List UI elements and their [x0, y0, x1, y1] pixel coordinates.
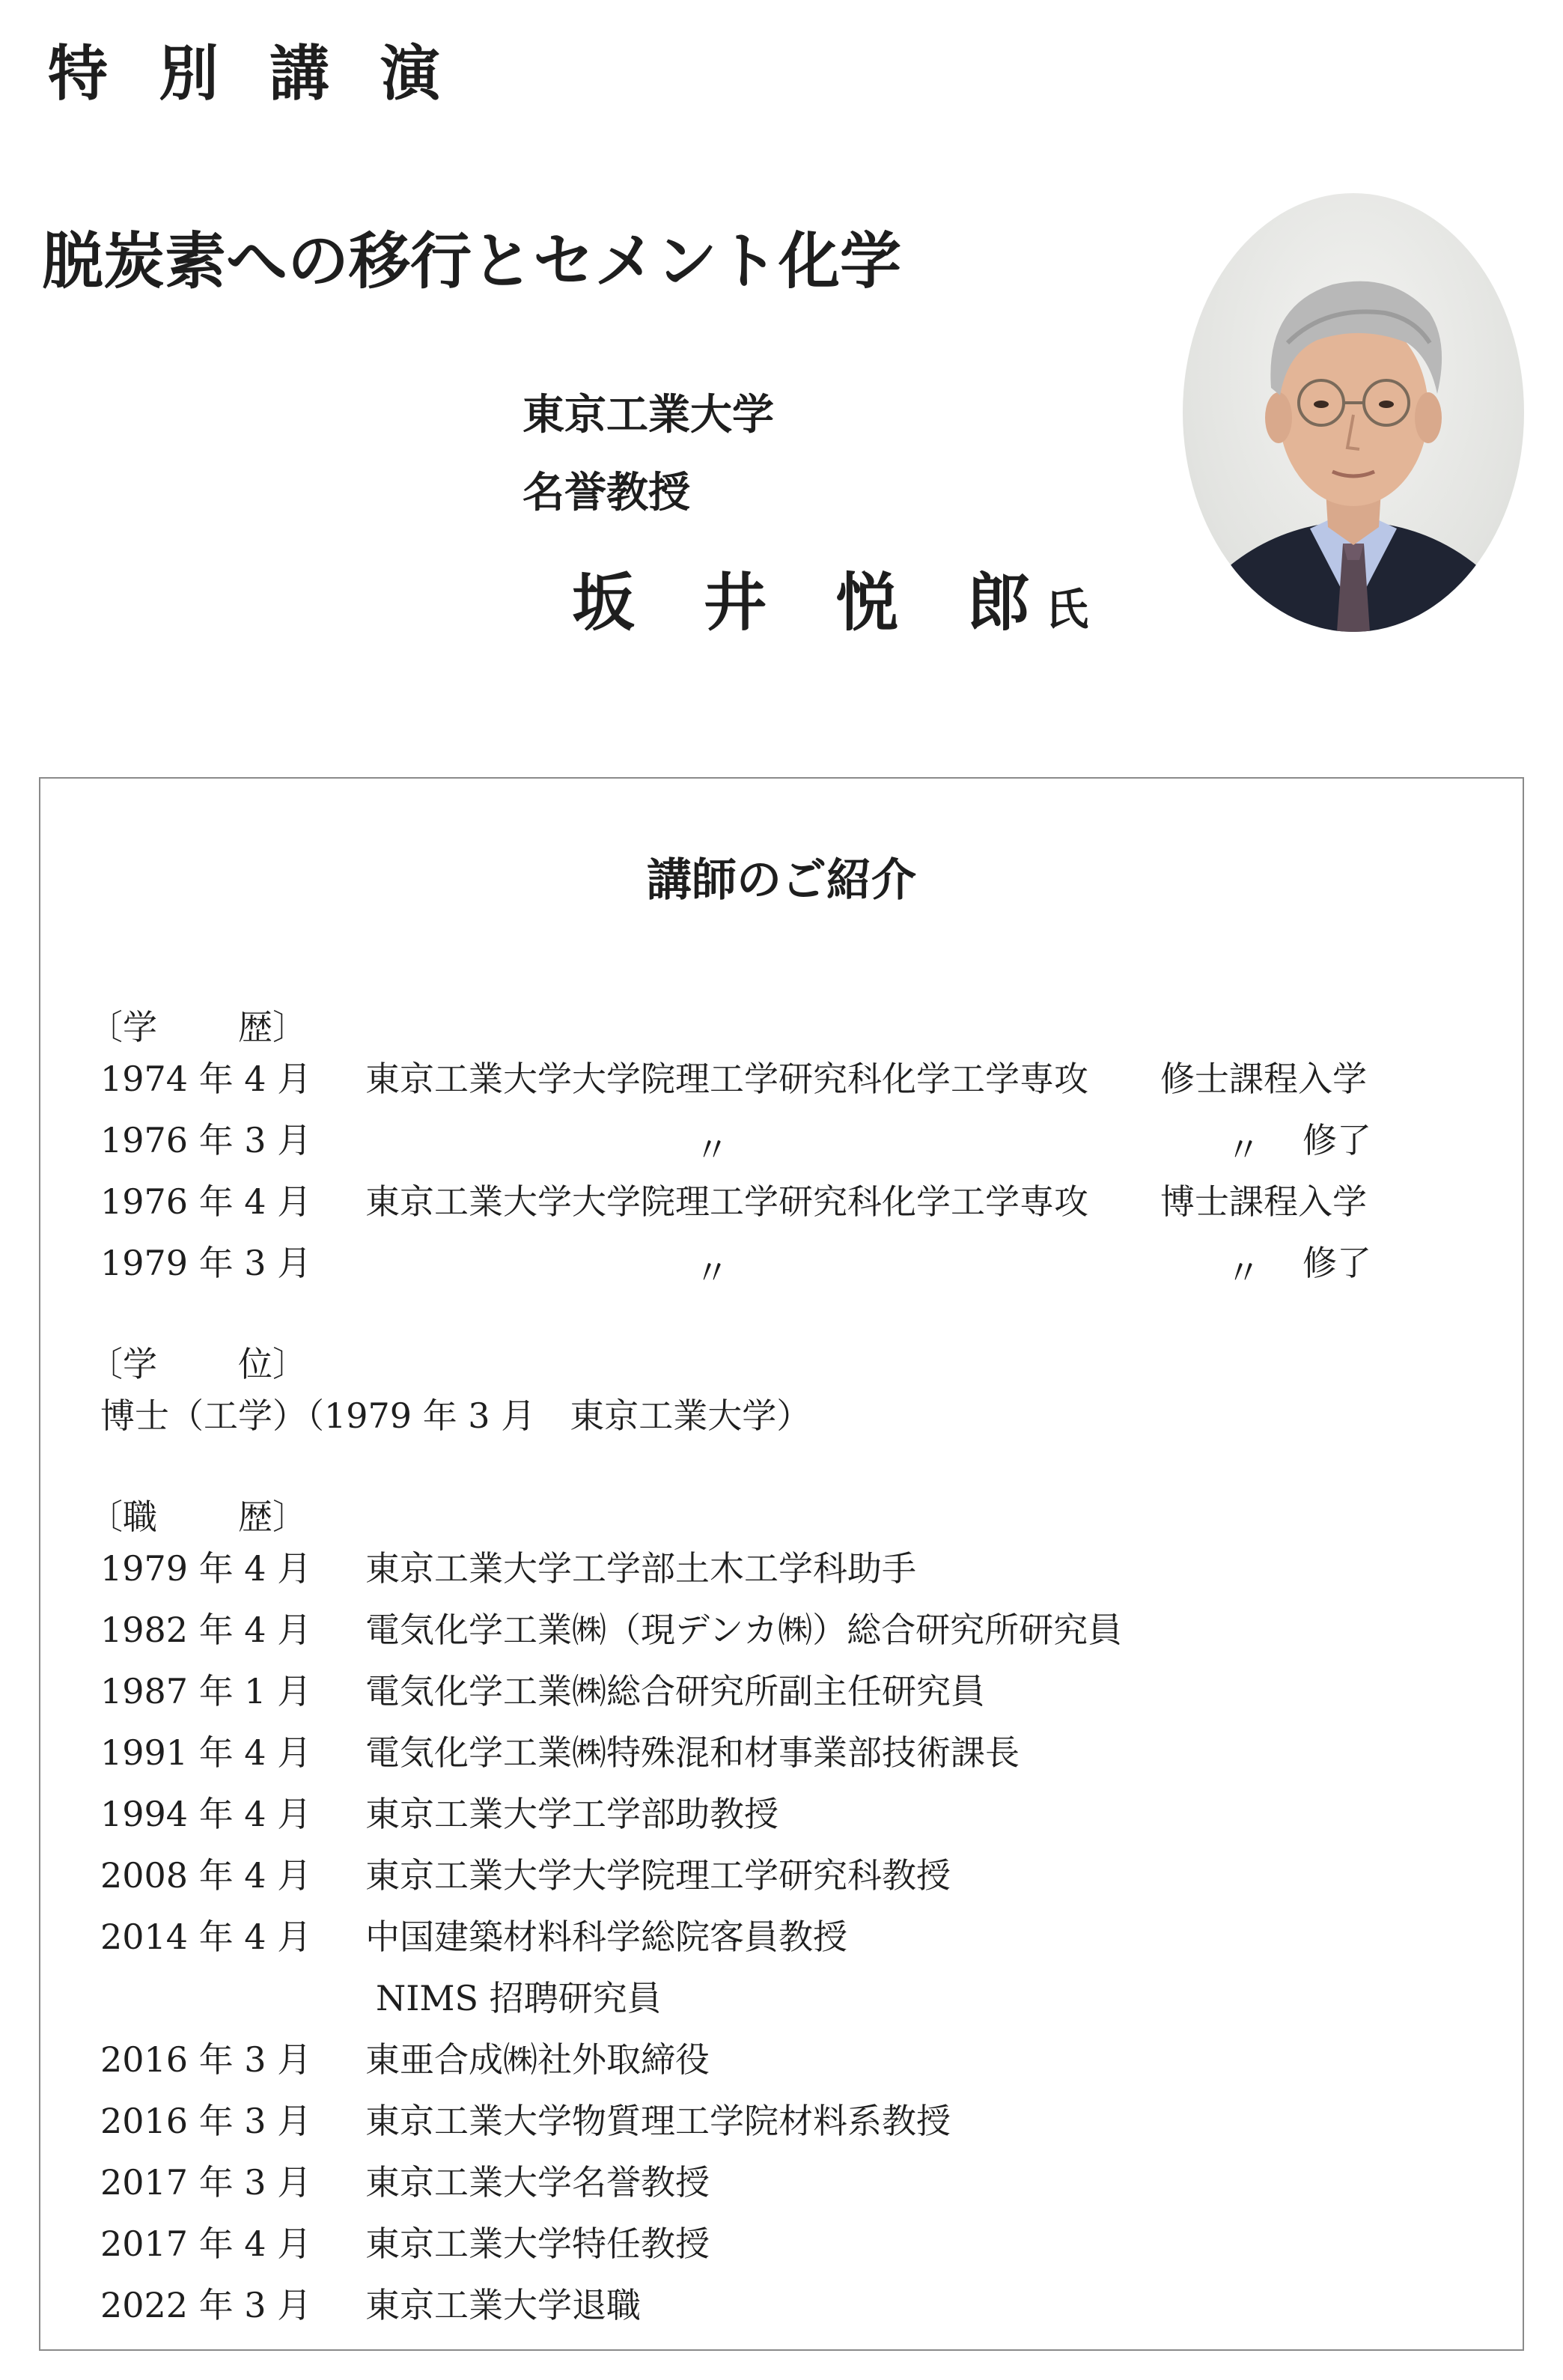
label-char: 特 [48, 39, 112, 109]
career-desc: 電気化学工業㈱特殊混和材事業部技術課長 [365, 1732, 1020, 1773]
career-desc: 東京工業大学名誉教授 [365, 2162, 710, 2203]
career-date: 2017 年 3 月 [100, 2162, 312, 2203]
career-desc: 東京工業大学大学院理工学研究科教授 [365, 1855, 951, 1896]
lecture-type-label [48, 25, 491, 112]
career-desc: 東京工業大学物質理工学院材料系教授 [365, 2101, 951, 2141]
career-desc: 東京工業大学退職 [365, 2285, 641, 2325]
ditto-mark: 〃 [695, 1130, 729, 1170]
ditto-mark: 〃 [1226, 1130, 1261, 1170]
lecture-title: 脱炭素への移行とセメント化学 [42, 226, 902, 297]
label-char: 別 [159, 39, 223, 109]
education-date: 1979 年 3 月 [100, 1243, 312, 1283]
career-date: 2016 年 3 月 [100, 2101, 312, 2141]
career-desc: NIMS 招聘研究員 [376, 1978, 662, 2018]
section-label-start: 〔学 [88, 1007, 157, 1047]
career-date: 2008 年 4 月 [100, 1855, 312, 1896]
career-date: 1982 年 4 月 [100, 1610, 312, 1650]
label-char: 講 [269, 39, 334, 109]
education-date: 1976 年 3 月 [100, 1120, 312, 1160]
career-desc: 電気化学工業㈱（現デンカ㈱）総合研究所研究員 [365, 1610, 1123, 1650]
degree-text: 博士（工学）（1979 年 3 月 東京工業大学） [100, 1396, 811, 1436]
career-heading [88, 1490, 307, 1539]
education-desc: 東京工業大学大学院理工学研究科化学工学専攻 [365, 1181, 1088, 1222]
name-char: 井 [704, 566, 767, 639]
career-date: 2014 年 4 月 [100, 1917, 312, 1957]
section-label-end: 歴〕 [238, 1497, 307, 1537]
education-course: 修了 [1302, 1120, 1371, 1160]
career-desc: 中国建築材料科学総院客員教授 [365, 1917, 847, 1957]
profile-title: 講師のご紹介 [647, 854, 916, 907]
education-date: 1974 年 4 月 [100, 1059, 312, 1099]
ditto-mark: 〃 [695, 1253, 729, 1293]
speaker-portrait-photo [1183, 193, 1524, 632]
career-date: 1987 年 1 月 [100, 1671, 312, 1711]
ditto-mark: 〃 [1226, 1253, 1261, 1293]
career-date: 2016 年 3 月 [100, 2039, 312, 2080]
name-char: 郎 [967, 566, 1031, 639]
career-date: 2017 年 4 月 [100, 2224, 312, 2264]
career-date: 2022 年 3 月 [100, 2285, 312, 2325]
education-desc: 東京工業大学大学院理工学研究科化学工学専攻 [365, 1059, 1088, 1099]
career-desc: 電気化学工業㈱総合研究所副主任研究員 [365, 1671, 985, 1711]
label-char: 演 [380, 39, 445, 109]
education-course: 修了 [1302, 1243, 1371, 1283]
name-char: 悦 [835, 566, 899, 639]
education-heading [88, 1000, 307, 1050]
speaker-name [572, 553, 1088, 643]
education-course: 博士課程入学 [1160, 1181, 1367, 1222]
education-course: 修士課程入学 [1160, 1059, 1367, 1099]
career-desc: 東京工業大学工学部土木工学科助手 [365, 1548, 916, 1589]
education-date: 1976 年 4 月 [100, 1181, 312, 1222]
degree-heading [88, 1337, 307, 1387]
career-desc: 東京工業大学工学部助教授 [365, 1794, 779, 1834]
speaker-honorific: 氏 [1045, 584, 1089, 635]
section-label-start: 〔職 [88, 1497, 157, 1537]
section-label-end: 位〕 [238, 1344, 307, 1384]
section-label-start: 〔学 [88, 1344, 157, 1384]
section-label-end: 歴〕 [238, 1007, 307, 1047]
career-date: 1991 年 4 月 [100, 1732, 312, 1773]
career-desc: 東京工業大学特任教授 [365, 2224, 710, 2264]
speaker-affiliation: 東京工業大学 [522, 391, 774, 439]
name-char: 坂 [572, 566, 636, 639]
speaker-position: 名誉教授 [522, 469, 690, 517]
career-desc: 東亜合成㈱社外取締役 [365, 2039, 710, 2080]
career-date: 1979 年 4 月 [100, 1548, 312, 1589]
career-date: 1994 年 4 月 [100, 1794, 312, 1834]
